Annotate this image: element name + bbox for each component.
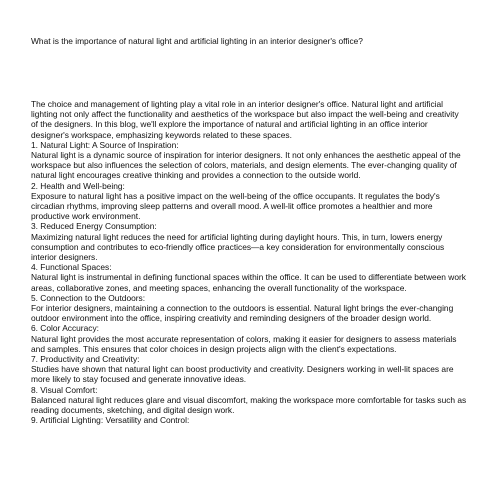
intro-paragraph: The choice and management of lighting play a vital role in an interior designer's office. Natural light and artificial lighting not only affect the functionality and aesthetics of the workspace but also impact the well-being and creativity of the designers. In this blog, we'll explore the importance of natural and artificial lighting in an office interior designer's workspace, emphasizing keywords related to these spaces. — [31, 99, 459, 140]
article-body — [31, 99, 467, 426]
section-body: Natural light provides the most accurate representation of colors, making it easier for designers to assess materials and samples. This ensures that color choices in design projects align with the client's expectations. — [31, 333, 457, 354]
section-body: Exposure to natural light has a positive impact on the well-being of the office occupants. It regulates the body's circadian rhythms, improving sleep patterns and overall mood. A well-lit office promotes a healthier and more productive work environment. — [31, 190, 440, 222]
section-body: For interior designers, maintaining a connection to the outdoors is essential. Natural light brings the ever-changing outdoor environment into the office, inspiring creativity and reminding designers of the broader design world. — [31, 303, 454, 324]
section-body: Natural light is instrumental in defining functional spaces within the office. It can be used to differentiate between work areas, collaborative zones, and meeting spaces, enhancing the overall functionality of the workspace. — [31, 272, 466, 293]
section-body: Maximizing natural light reduces the need for artificial lighting during daylight hours. This, in turn, lowers energy consumption and contributes to eco-friendly office practices—a key consideration for environmentally conscious interior designers. — [31, 231, 445, 263]
section-heading: 9. Artificial Lighting: Versatility and Control: — [31, 415, 190, 426]
section-heading: 7. Productivity and Creativity: — [31, 354, 140, 365]
section-heading: 6. Color Accuracy: — [31, 323, 99, 334]
section-body: Natural light is a dynamic source of inspiration for interior designers. It not only enhances the aesthetic appeal of the workspace but also influences the selection of colors, materials, and design elements. The ever-changing quality of natural light encourages creative thinking and provides a connection to the outside world. — [31, 150, 461, 181]
section-body: Balanced natural light reduces glare and visual discomfort, making the workspace more comfortable for tasks such as reading documents, sketching, and digital design work. — [31, 394, 467, 416]
section-heading: 4. Functional Spaces: — [31, 262, 112, 273]
section-heading: 3. Reduced Energy Consumption: — [31, 221, 157, 232]
section-heading: 8. Visual Comfort: — [31, 384, 98, 395]
section-heading: 1. Natural Light: A Source of Inspiration: — [31, 139, 179, 150]
section-body: Studies have shown that natural light can boost productivity and creativity. Designers working in well-lit spaces are more likely to stay focused and generate innovative ideas. — [31, 364, 454, 385]
section-heading: 2. Health and Well-being: — [31, 180, 125, 191]
question-heading: What is the importance of natural light and artificial lighting in an interior designer's office? — [31, 36, 363, 46]
section-heading: 5. Connection to the Outdoors: — [31, 292, 146, 303]
